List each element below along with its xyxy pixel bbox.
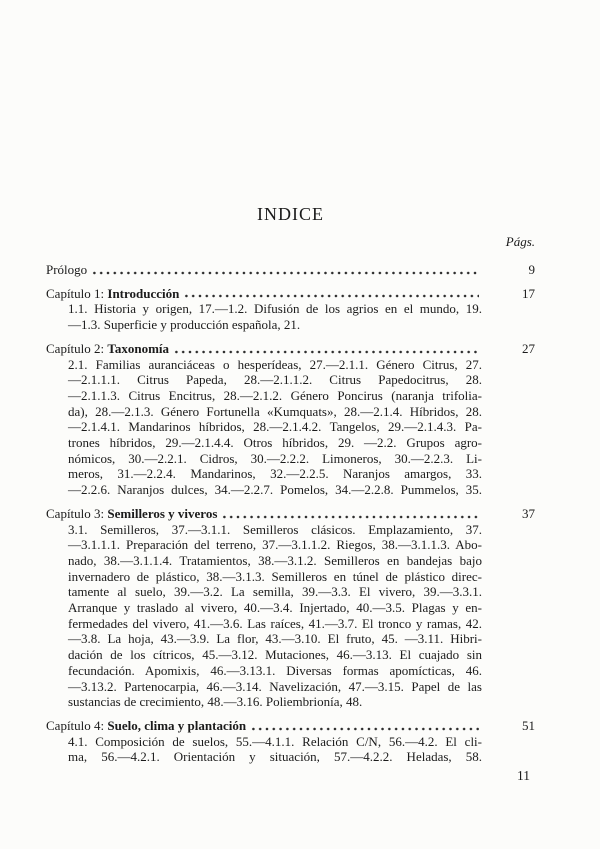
toc-detail-line: —3.13.2. Partenocarpia, 46.—3.14. Navelización, 47.—3.15. Papel de las <box>68 678 482 694</box>
toc-detail-line: trones híbridos, 29.—2.1.4.4. Otros híbridos, 29. —2.2. Grupos agro- <box>68 435 482 451</box>
toc-detail-line: Arranque y traslado al vivero, 40.—3.4. Injertado, 40.—3.5. Plagas y en- <box>68 600 482 616</box>
toc-detail-line: meros, 31.—2.2.4. Mandarinos, 32.—2.2.5. Naranjos amargos, 33. <box>68 466 482 482</box>
toc-entry-page: 51 <box>522 717 535 733</box>
page-title: INDICE <box>257 204 324 224</box>
toc-detail-line: fecundación. Apomixis, 46.—3.13.1. Diversas formas apomícticas, 46. <box>68 662 482 678</box>
toc-entry <box>46 718 535 765</box>
toc-detail-line: tamente al suelo, 39.—3.2. La semilla, 39.—3.3. El vivero, 39.—3.3.1. <box>68 584 482 600</box>
toc-entry-heading <box>46 506 535 522</box>
toc-entry-label <box>46 506 217 522</box>
toc-entry-label <box>46 262 87 278</box>
index-content <box>46 203 535 765</box>
toc-entry <box>46 341 535 498</box>
toc-entry-detail <box>68 734 482 765</box>
toc-entry <box>46 506 535 710</box>
toc-entry-page: 37 <box>522 505 535 521</box>
toc-entry-prefix: Prólogo <box>46 262 88 277</box>
toc-detail-line: 3.1. Semilleros, 37.—3.1.1. Semilleros clásicos. Emplazamiento, 37. <box>68 521 482 537</box>
toc-entry-page: 17 <box>522 285 535 301</box>
toc-detail-line: fermedades del vivero, 41.—3.6. Las raíces, 41.—3.7. El tronco y ramas, 42. <box>68 615 482 631</box>
dot-leader <box>91 271 479 275</box>
toc-entry-title: Semilleros y viveros <box>107 505 218 521</box>
toc-entry-title: Taxonomía <box>107 340 170 356</box>
toc-entry-label <box>46 718 246 734</box>
toc-detail-line: —2.1.1.1. Citrus Papeda, 28.—2.1.1.2. Citrus Papedocitrus, 28. <box>68 372 482 388</box>
dot-leader <box>250 727 479 731</box>
toc-entry-heading <box>46 286 535 302</box>
toc-entry-page: 27 <box>522 340 535 356</box>
toc-entry-heading <box>46 341 535 357</box>
toc-detail-line: 2.1. Familias auranciáceas o hesperídeas, 27.—2.1.1. Género Citrus, 27. <box>68 356 482 372</box>
toc-detail-line: —3.8. La hoja, 43.—3.9. La flor, 43.—3.10. El fruto, 45. —3.11. Hibri- <box>68 631 482 647</box>
dot-leader <box>173 350 479 354</box>
pags-label: Págs. <box>505 234 535 249</box>
toc-detail-line: da), 28.—2.1.3. Género Fortunella «Kumquats», 28.—2.1.4. Híbridos, 28. <box>68 403 482 419</box>
toc-entry-prefix: Capítulo 2: <box>46 340 108 356</box>
toc-entry-prefix: Capítulo 1: <box>46 285 108 301</box>
toc-detail-line: —1.3. Superficie y producción española, 21. <box>68 317 301 333</box>
toc-detail-line: —2.2.6. Naranjos dulces, 34.—2.2.7. Pomelos, 34.—2.2.8. Pummelos, 35. <box>68 482 482 498</box>
toc-detail-line: dación de los cítricos, 45.—3.12. Mutaciones, 46.—3.13. El cuajado sin <box>68 647 482 663</box>
toc-entry-prefix: Capítulo 4: <box>46 717 108 733</box>
toc-entry <box>46 286 535 333</box>
toc-entry <box>46 262 535 278</box>
toc-entry-heading <box>46 718 535 734</box>
toc-detail-line: invernadero de plástico, 38.—3.1.3. Semilleros en túnel de plástico direc- <box>68 568 482 584</box>
toc-detail-line: nómicos, 30.—2.2.1. Cidros, 30.—2.2.2. Limoneros, 30.—2.2.3. Li- <box>68 450 482 466</box>
toc-detail-line: —2.1.1.3. Citrus Encitrus, 28.—2.1.2. Género Poncirus (naranja trifolia- <box>68 387 482 403</box>
toc-detail-line: 1.1. Historia y origen, 17.—1.2. Difusión de los agrios en el mundo, 19. <box>68 301 482 317</box>
toc-detail-line: —2.1.4.1. Mandarinos híbridos, 28.—2.1.4.2. Tangelos, 29.—2.1.4.3. Pa- <box>68 419 482 435</box>
toc-detail-line: 4.1. Composición de suelos, 55.—4.1.1. Relación C/N, 56.—4.2. El cli- <box>68 733 482 749</box>
dot-leader <box>221 515 479 519</box>
toc-entry-prefix: Capítulo 3: <box>46 505 108 521</box>
toc-entry-detail <box>68 357 482 498</box>
toc-entry-title: Introducción <box>107 285 180 301</box>
toc-detail-line: sustancias de crecimiento, 48.—3.16. Poliembrionía, 48. <box>68 694 363 710</box>
toc-entry-title: Suelo, clima y plantación <box>107 717 247 733</box>
page-number: 11 <box>517 768 530 783</box>
toc-list <box>46 262 535 765</box>
toc-entry-label <box>46 341 169 357</box>
toc-entry-label <box>46 286 179 302</box>
toc-entry-heading <box>46 262 535 278</box>
dot-leader <box>183 294 479 298</box>
toc-detail-line: ma, 56.—4.2.1. Orientación y situación, 57.—4.2.2. Heladas, 58. <box>68 749 482 765</box>
toc-detail-line: —3.1.1.1. Preparación del terreno, 37.—3.1.1.2. Riegos, 38.—3.1.1.3. Abo- <box>68 537 482 553</box>
toc-entry-detail <box>68 522 482 710</box>
toc-detail-line: nado, 38.—3.1.1.4. Tratamientos, 38.—3.1.2. Semilleros en bandejas bajo <box>68 552 482 568</box>
toc-entry-page: 9 <box>528 262 535 277</box>
toc-entry-detail <box>68 301 482 332</box>
